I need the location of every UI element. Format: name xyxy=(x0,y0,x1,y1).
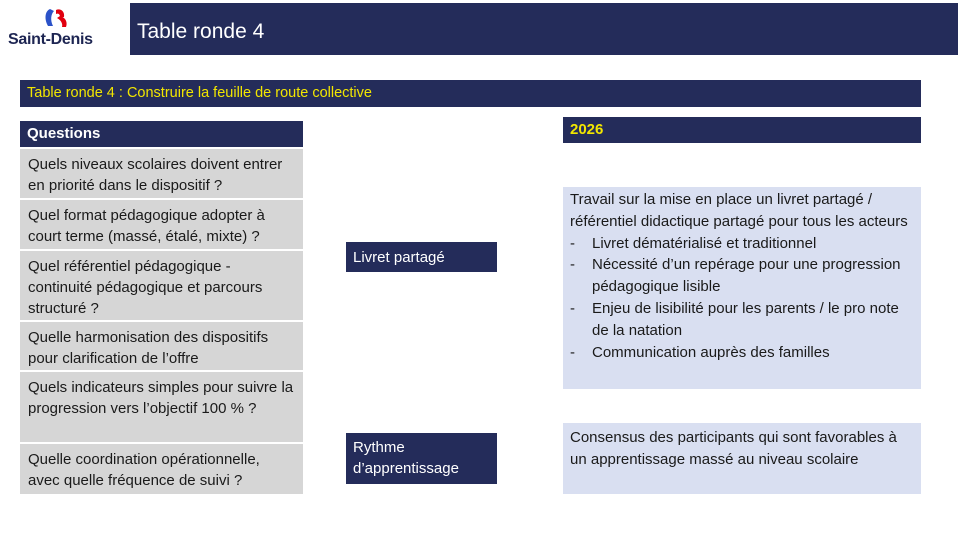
question-item: Quels niveaux scolaires doivent entrer en priorité dans le dispositif ? xyxy=(20,149,303,198)
page-title: Table ronde 4 xyxy=(137,20,265,43)
topic-content-rythme xyxy=(563,423,921,494)
bullet-item: - Livret dématérialisé et traditionnel xyxy=(570,233,914,255)
question-item: Quelle harmonisation des dispositifs pour clarification de l’offre xyxy=(20,322,303,370)
question-item: Quels indicateurs simples pour suivre la progression vers l’objectif 100 % ? xyxy=(20,372,303,442)
question-item: Quel référentiel pédagogique - continuité pédagogique et parcours structuré ? xyxy=(20,251,303,320)
bullet-item: - Communication auprès des familles xyxy=(570,342,914,364)
bullet-item: - Nécessité d’un repérage pour une progression pédagogique lisible xyxy=(570,254,914,298)
subtitle-bar xyxy=(20,80,921,107)
topic-bullets xyxy=(570,233,914,364)
subtitle-text: Table ronde 4 : Construire la feuille de route collective xyxy=(27,85,372,101)
topic-intro: Travail sur la mise en place un livret partagé / référentiel didactique partagé pour tous les acteurs xyxy=(570,191,908,230)
year-header xyxy=(563,117,921,143)
questions-header xyxy=(20,121,303,147)
logo-figures-icon xyxy=(44,8,70,28)
saint-denis-logo xyxy=(0,0,115,55)
logo-text: Saint-Denis xyxy=(8,31,93,48)
topic-label-livret: Livret partagé xyxy=(346,242,497,272)
question-item: Quelle coordination opérationnelle, avec quelle fréquence de suivi ? xyxy=(20,444,303,494)
topic-content-livret xyxy=(563,187,921,389)
question-item: Quel format pédagogique adopter à court terme (massé, étalé, mixte) ? xyxy=(20,200,303,249)
questions-list xyxy=(20,149,303,496)
title-bar xyxy=(130,3,958,55)
bullet-item: - Enjeu de lisibilité pour les parents / le pro note de la natation xyxy=(570,298,914,342)
questions-header-label: Questions xyxy=(27,125,101,142)
year-label: 2026 xyxy=(570,121,604,138)
topic-intro: Consensus des participants qui sont favorables à un apprentissage massé au niveau scolaire xyxy=(570,429,897,468)
topic-label-rythme: Rythme d’apprentissage xyxy=(346,433,497,484)
